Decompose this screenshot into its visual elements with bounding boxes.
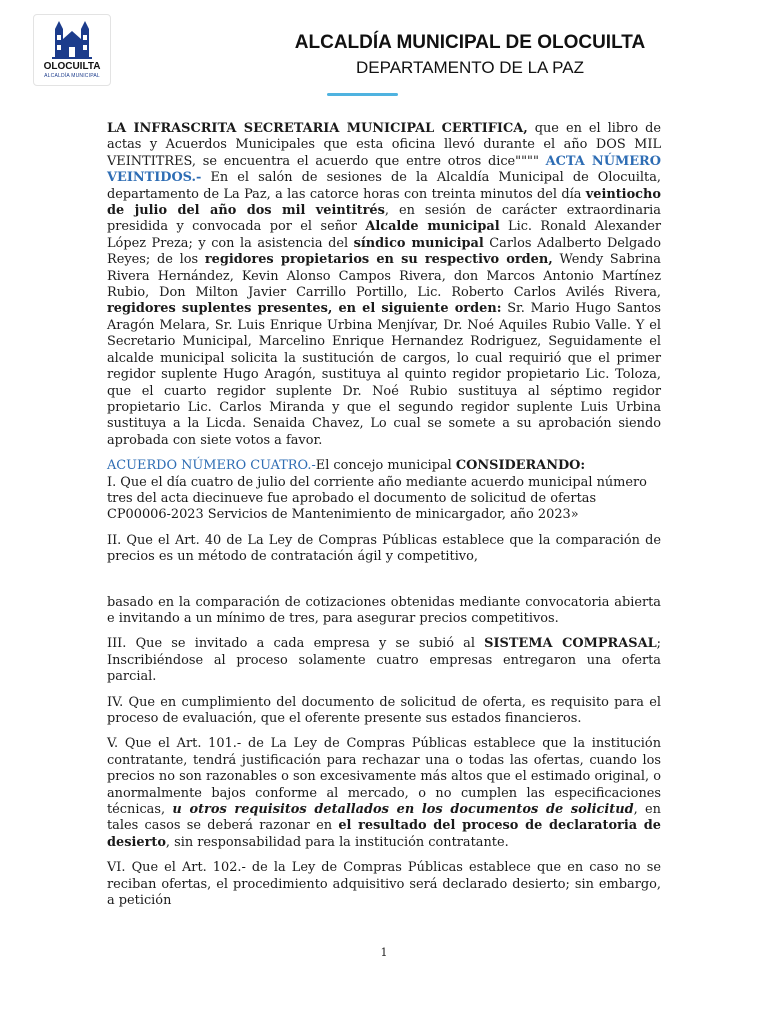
role-label: regidores propietarios en su respectivo orden, — [204, 252, 553, 268]
role-label: síndico municipal — [353, 235, 484, 251]
municipal-logo — [33, 14, 111, 86]
considerando-item-1: I. Que el día cuatro de julio del corriente año mediante acuerdo municipal número tres del acta diecinueve fue aprobado el documento de solicitud de ofertas CP00006-2023 Servicios de Mantenimiento de minicargador, año 2023» — [107, 474, 647, 523]
logo-subtitle: ALCALDÍA MUNICIPAL — [44, 73, 100, 79]
acuerdo-label: ACUERDO NÚMERO CUATRO.- — [107, 458, 316, 474]
header-divider — [327, 93, 398, 96]
considerando-item-2a: II. Que el Art. 40 de La Ley de Compras Públicas establece que la comparación de precios es un método de contratación ágil y competitivo, — [107, 532, 661, 565]
certification-lead: LA INFRASCRITA SECRETARIA MUNICIPAL CERTIFICA, — [107, 121, 528, 136]
logo-name: OLOCUILTA — [43, 61, 101, 72]
considerando-label: CONSIDERANDO: — [455, 458, 586, 474]
role-label: Alcalde municipal — [365, 219, 500, 235]
text-run: , sin responsabilidad para la institución contratante. — [165, 834, 509, 850]
text-run: Sr. Mario Hugo Santos Aragón Melara, Sr. Luis Enrique Urbina Menjívar, Dr. Noé Aquiles Rubio Valle. Y el Secretario Municipal, Marcelino Enrique Hernandez Rodriguez, Seguidamente el alcalde municipal solicita la sustitución de cargos, lo cual requirió que el primer regidor suplente Hugo Aragón, sustituya al quinto regidor propietario Lic. Toloza, que el cuarto regidor suplente Dr. Noé Rubio sustituya al séptimo regidor propietario Lic. Carlos Miranda y que el segundo regidor suplente Luis Urbina sustituya a la Licda. Senaida Chavez, Lo cual se somete a su aprobación siendo aprobada con siete votos a favor. — [107, 301, 661, 448]
text-run: , en tales casos se deberá razonar en — [107, 802, 661, 834]
text-run: Carlos Adalberto Delgado Reyes; de los — [107, 235, 661, 268]
header-title: ALCALDÍA MUNICIPAL DE OLOCUILTA — [294, 32, 646, 53]
document-body — [107, 121, 661, 918]
church-logo-icon — [52, 19, 92, 61]
text-run: , en sesión de carácter extraordinaria presidida y convocada por el señor — [107, 203, 661, 235]
header-subtitle: DEPARTAMENTO DE LA PAZ — [356, 58, 584, 77]
considerando-item-6: VI. Que el Art. 102.- de la Ley de Compras Públicas establece que en caso no se reciban ofertas, el procedimiento adquisitivo será declarado desierto; sin embargo, a petición — [107, 860, 661, 909]
acuerdo-paragraph — [107, 458, 661, 524]
acta-number: ACTA NÚMERO VEINTIDOS.- — [107, 153, 661, 186]
session-date: veintiocho de julio del año dos mil veintitrés — [107, 186, 661, 219]
text-run: En el salón de sesiones de la Alcaldía Municipal de Olocuilta, departamento de La Paz, a las catorce horas con treinta minutos del día — [107, 170, 661, 202]
role-label: regidores suplentes presentes, en el siguiente orden: — [107, 301, 502, 317]
text-run: ; Inscribiéndose al proceso solamente cuatro empresas entregaron una oferta parcial. — [107, 636, 661, 685]
page-number: 1 — [380, 946, 388, 959]
text-run: Wendy Sabrina Rivera Hernández, Kevin Alonso Campos Rivera, don Marcos Antonio Martínez Rubio, Don Milton Javier Carrillo Portillo, Lic. Roberto Carlos Avilés Rivera, — [107, 252, 661, 301]
text-run: El concejo municipal — [315, 458, 456, 474]
text-run: que en el libro de actas y Acuerdos Municipales que esta oficina llevó durante el año DOS MIL VEINTITRES, se encuentra el acuerdo que entre otros dice"""" — [107, 121, 661, 169]
text-run: Lic. Ronald Alexander López Preza; y con la asistencia del — [107, 219, 662, 251]
system-name: SISTEMA COMPRASAL — [484, 636, 657, 652]
considerando-item-4: IV. Que en cumplimiento del documento de solicitud de oferta, es requisito para el proceso de evaluación, que el oferente presente sus estados financieros. — [107, 694, 661, 726]
text-run: III. Que se invitado a cada empresa y se subió al — [107, 636, 485, 652]
considerando-item-5 — [107, 736, 661, 851]
spacer — [107, 575, 661, 595]
emphasis-text: u otros requisitos detallados en los documentos de solicitud — [172, 802, 634, 818]
considerando-item-2b: basado en la comparación de cotizaciones obtenidas mediante convocatoria abierta e invitando a un mínimo de tres, para asegurar precios competitivos. — [107, 594, 661, 626]
emphasis-text: el resultado del proceso de declaratoria de desierto — [107, 818, 661, 850]
certification-paragraph — [107, 121, 661, 449]
text-run: V. Que el Art. 101.- de La Ley de Compras Públicas establece que la institución contratante, tendrá justificación para rechazar una o todas las ofertas, cuando los precios no son razonables o son excesivamente más altos que el estimado original, o anormalmente bajos conforme al mercado, o no cumplen las especificaciones técnicas, — [107, 736, 661, 818]
considerando-item-3 — [107, 636, 661, 685]
